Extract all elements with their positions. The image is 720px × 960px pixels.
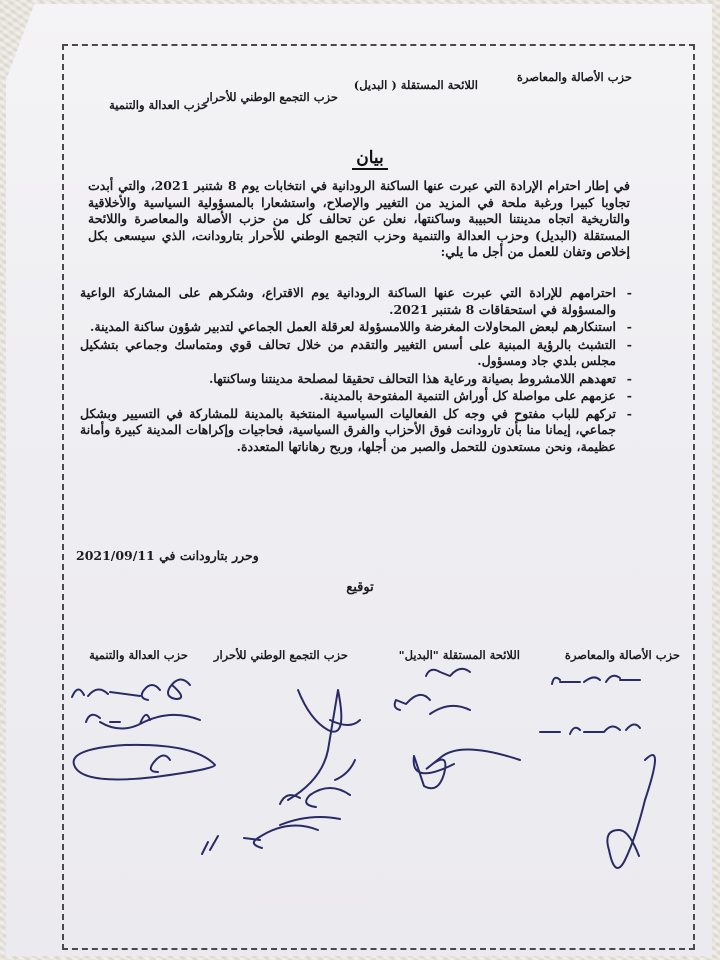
signature-pam-3 [607,755,655,868]
signature-independent-2 [414,749,520,788]
signature-rni-1 [288,690,360,800]
list-item: - احترامهم للإرادة التي عبرت عنها الساكنة الرودانية يوم الاقتراع، وشكرهم على المشاركة الواعية والمسؤولة في استحقاقات 8 شتنبر 2021. [80,285,632,318]
header-party-independent-list: اللائحة المستقلة ( البديل) [353,78,478,92]
signature-pam-2 [540,724,640,734]
date-place-line: وحرر بتارودانت في 2021/09/11 [76,548,259,563]
signature-label-rni: حزب التجمع الوطني للأحرار [213,648,348,662]
list-item: - تركهم للباب مفتوح في وجه كل الفعاليات السياسية المنتخبة بالمدينة للمشاركة في التسيير وبشكل جماعي، إيمانا منا بأن تارودانت فوق الأحزاب والفرق السياسية، فحاجيات وإكراهات المدينة كبيرة وأمانة عظيمة، ونحن مستعدون للتحمل والصبر من أجلها، وربح رهاناتها المتعددة. [80,406,632,456]
header-party-pjd: حزب العدالة والتنمية [109,98,208,112]
header-party-pam: حزب الأصالة والمعاصرة [516,70,632,84]
list-item: - عزمهم على مواصلة كل أوراش التنمية المفتوحة بالمدينة. [80,388,632,405]
list-item: - استنكارهم لبعض المحاولات المغرضة واللامسؤولة لعرقلة العمل الجماعي لتدبير شؤون ساكنة المدينة. [80,319,632,336]
document-title-text: بيان [352,148,388,170]
list-item: - التشبث بالرؤية المبنية على أسس التغيير والتقدم من خلال تحالف قوي ومتماسك وجماعي بتشكيل مجلس بلدي جاد ومسؤول. [80,337,632,370]
signature-rni-3 [202,826,318,855]
signature-independent-1 [395,669,470,714]
signature-rni-2 [280,760,355,825]
signature-pjd-2 [86,715,200,729]
list-item: - تعهدهم اللامشروط بصيانة ورعاية هذا التحالف تحقيقا لمصلحة مدينتنا وساكنتها. [80,371,632,388]
signature-pam-1 [552,676,640,684]
signature-label-independent-list: اللائحة المستقلة "البديل" [398,648,520,662]
header-party-rni: حزب التجمع الوطني للأحرار [203,90,338,104]
signature-pjd-1 [72,679,190,700]
signature-pjd-3 [74,745,215,780]
signature-label-pam: حزب الأصالة والمعاصرة [564,648,680,662]
intro-paragraph: في إطار احترام الإرادة التي عبرت عنها الساكنة الرودانية في انتخابات يوم 8 شتنبر 2021، والتي أبدت تجاوبا كبيرا ورغبة ملحة في المزيد من التغيير والإصلاح، واستشعارا بالمسؤولية السياسية والأخلاقية والتاريخية اتجاه مدينتنا الحبيبة وساكنتها، نعلن عن تحالف كل من حزب الأصالة والمعاصرة واللائحة المستقلة (البديل) وحزب العدالة والتنمية وحزب التجمع الوطني للأحرار بتارودانت، الذي سيسعى بكل إخلاص وتفان للعمل من أجل ما يلي: [88,178,630,259]
demands-list [80,285,632,456]
document-title [0,148,720,168]
handwritten-signatures [0,650,720,950]
signature-label-pjd: حزب العدالة والتنمية [89,648,188,662]
signature-heading: توقيع [346,580,374,595]
